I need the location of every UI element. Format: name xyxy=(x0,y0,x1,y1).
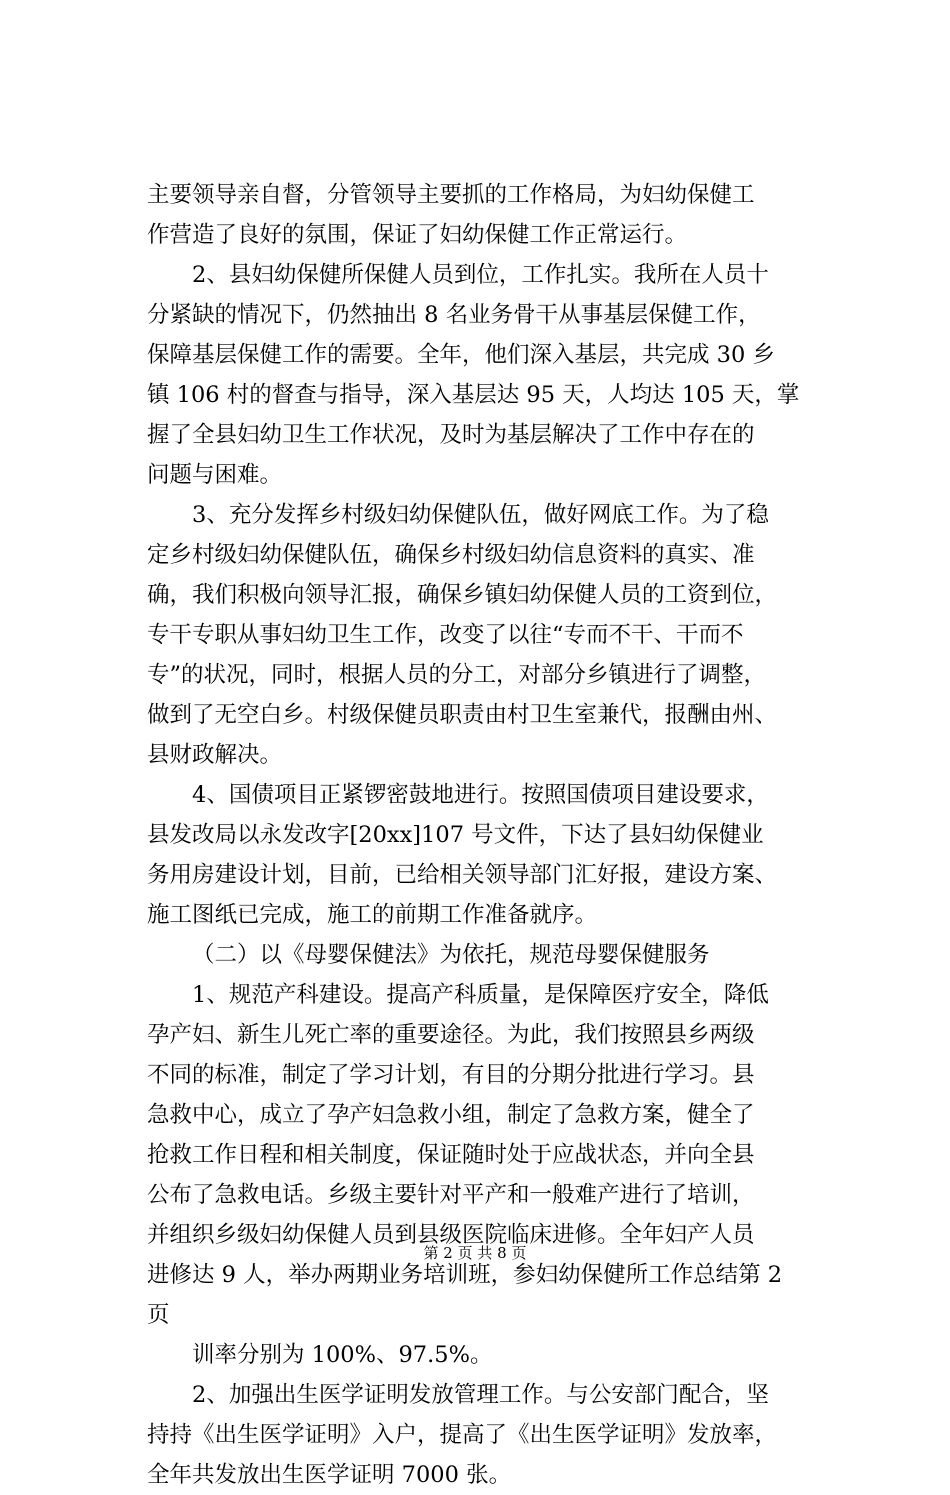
text-line: 专”的状况，同时，根据人员的分工，对部分乡镇进行了调整， xyxy=(147,662,767,688)
text-line: 施工图纸已完成，施工的前期工作准备就序。 xyxy=(147,902,598,928)
body-text xyxy=(147,175,807,1495)
text-line: 并组织乡级妇幼保健人员到县级医院临床进修。全年妇产人员 xyxy=(147,1222,755,1248)
text-line: 全年共发放出生医学证明 7000 张。 xyxy=(147,1462,512,1488)
text-line: 2、加强出生医学证明发放管理工作。与公安部门配合，坚 xyxy=(192,1382,769,1408)
text-line: 页 xyxy=(147,1302,170,1328)
text-line: 县财政解决。 xyxy=(147,742,283,768)
text-line: 分紧缺的情况下，仍然抽出 8 名业务骨干从事基层保健工作， xyxy=(147,302,761,328)
text-line: 急救中心，成立了孕产妇急救小组，制定了急救方案，健全了 xyxy=(147,1102,755,1128)
text-line: 公布了急救电话。乡级主要针对平产和一般难产进行了培训， xyxy=(147,1182,755,1208)
text-line: 训率分别为 100%、97.5%。 xyxy=(192,1342,493,1368)
text-line: 主要领导亲自督，分管领导主要抓的工作格局，为妇幼保健工 xyxy=(147,182,755,208)
text-line: 专干专职从事妇幼卫生工作，改变了以往“专而不干、干而不 xyxy=(147,622,744,648)
text-line: 问题与困难。 xyxy=(147,462,283,488)
text-line: 务用房建设计划，目前，已给相关领导部门汇好报，建设方案、 xyxy=(147,862,778,888)
text-line: 1、规范产科建设。提高产科质量，是保障医疗安全，降低 xyxy=(192,982,769,1008)
text-line: （二）以《母婴保健法》为依托，规范母婴保健服务 xyxy=(192,942,710,968)
text-line: 进修达 9 人，举办两期业务培训班，参妇幼保健所工作总结第 2 xyxy=(147,1262,783,1288)
text-line: 持持《出生医学证明》入户，提高了《出生医学证明》发放率， xyxy=(147,1422,778,1448)
text-line: 确，我们积极向领导汇报，确保乡镇妇幼保健人员的工资到位， xyxy=(147,582,778,608)
text-line: 县发改局以永发改字[20xx]107 号文件，下达了县妇幼保健业 xyxy=(147,822,764,848)
text-line: 镇 106 村的督查与指导，深入基层达 95 天，人均达 105 天，掌 xyxy=(147,382,800,408)
text-line: 3、充分发挥乡村级妇幼保健队伍，做好网底工作。为了稳 xyxy=(192,502,769,528)
text-line: 握了全县妇幼卫生工作状况，及时为基层解决了工作中存在的 xyxy=(147,422,755,448)
text-line: 孕产妇、新生儿死亡率的重要途径。为此，我们按照县乡两级 xyxy=(147,1022,755,1048)
page-footer: 第 2 页 共 8 页 xyxy=(423,1244,527,1262)
text-line: 不同的标准，制定了学习计划，有目的分期分批进行学习。县 xyxy=(147,1062,755,1088)
text-line: 2、县妇幼保健所保健人员到位，工作扎实。我所在人员十 xyxy=(192,262,769,288)
text-line: 做到了无空白乡。村级保健员职责由村卫生室兼代，报酬由州、 xyxy=(147,702,778,728)
text-line: 抢救工作日程和相关制度，保证随时处于应战状态，并向全县 xyxy=(147,1142,755,1168)
text-line: 保障基层保健工作的需要。全年，他们深入基层，共完成 30 乡 xyxy=(147,342,775,368)
text-line: 4、国债项目正紧锣密鼓地进行。按照国债项目建设要求， xyxy=(192,782,769,808)
text-line: 作营造了良好的氛围，保证了妇幼保健工作正常运行。 xyxy=(147,222,688,248)
text-line: 定乡村级妇幼保健队伍，确保乡村级妇幼信息资料的真实、准 xyxy=(147,542,755,568)
